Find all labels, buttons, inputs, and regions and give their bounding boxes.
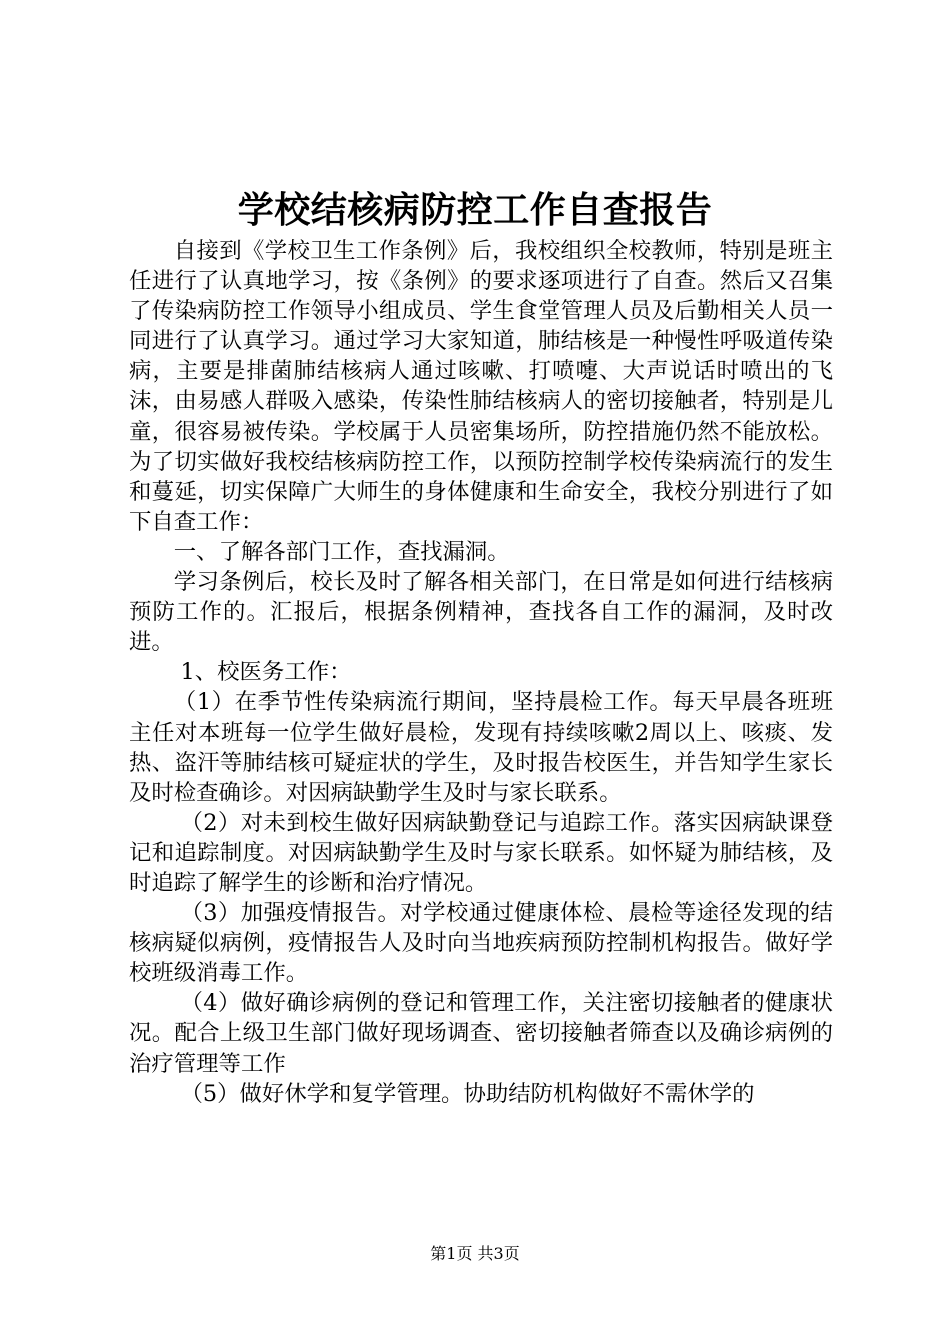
document-title: 学校结核病防控工作自查报告 <box>237 189 713 231</box>
subheading-medical-work: 1、校医务工作： <box>180 659 352 686</box>
paragraph-intro: 自接到《学校卫生工作条例》后，我校组织全校教师，特别是班主任进行了认真地学习，按《条例》的要求逐项进行了自查。然后又召集了传染病防控工作领导小组成员、学生食堂管理人员及后勤相关人员一同进行了认真学习。通过学习大家知道，肺结核是一种慢性呼吸道传染病，主要是排菌肺结核病人通过咳嗽、打喷嚏、大声说话时喷出的飞沫，由易感人群吸入感染，传染性肺结核病人的密切接触者，特别是儿童，很容易被传染。学校属于人员密集场所，防控措施仍然不能放松。为了切实做好我校结核病防控工作，以预防控制学校传染病流行的发生和蔓延，切实保障广大师生的身体健康和生命安全，我校分别进行了如下自查工作： <box>129 238 833 535</box>
page-number-footer: 第1页 共3页 <box>430 1244 520 1263</box>
item-3-epidemic-report: （3）加强疫情报告。对学校通过健康体检、晨检等途径发现的结核病疑似病例，疫情报告人及时向当地疾病预防控制机构报告。做好学校班级消毒工作。 <box>129 900 833 987</box>
item-5-suspension-management: （5）做好休学和复学管理。协助结防机构做好不需休学的 <box>180 1080 755 1107</box>
item-2-absence-tracking: （2）对未到校生做好因病缺勤登记与追踪工作。落实因病缺课登记和追踪制度。对因病缺勤学生及时与家长联系。如怀疑为肺结核，及时追踪了解学生的诊断和治疗情况。 <box>129 809 833 896</box>
item-1-morning-check: （1）在季节性传染病流行期间，坚持晨检工作。每天早晨各班班主任对本班每一位学生做好晨检，发现有持续咳嗽2周以上、咳痰、发热、盗汗等肺结核可疑症状的学生，及时报告校医生，并告知学生家长及时检查确诊。对因病缺勤学生及时与家长联系。 <box>129 689 833 806</box>
document-body <box>129 236 833 1109</box>
section-heading-1: 一、了解各部门工作，查找漏洞。 <box>173 538 510 565</box>
item-4-case-management: （4）做好确诊病例的登记和管理工作，关注密切接触者的健康状况。配合上级卫生部门做好现场调查、密切接触者筛查以及确诊病例的治疗管理等工作 <box>129 990 833 1077</box>
paragraph-section-1: 学习条例后，校长及时了解各相关部门，在日常是如何进行结核病预防工作的。汇报后，根据条例精神，查找各自工作的漏洞，及时改进。 <box>129 569 833 656</box>
